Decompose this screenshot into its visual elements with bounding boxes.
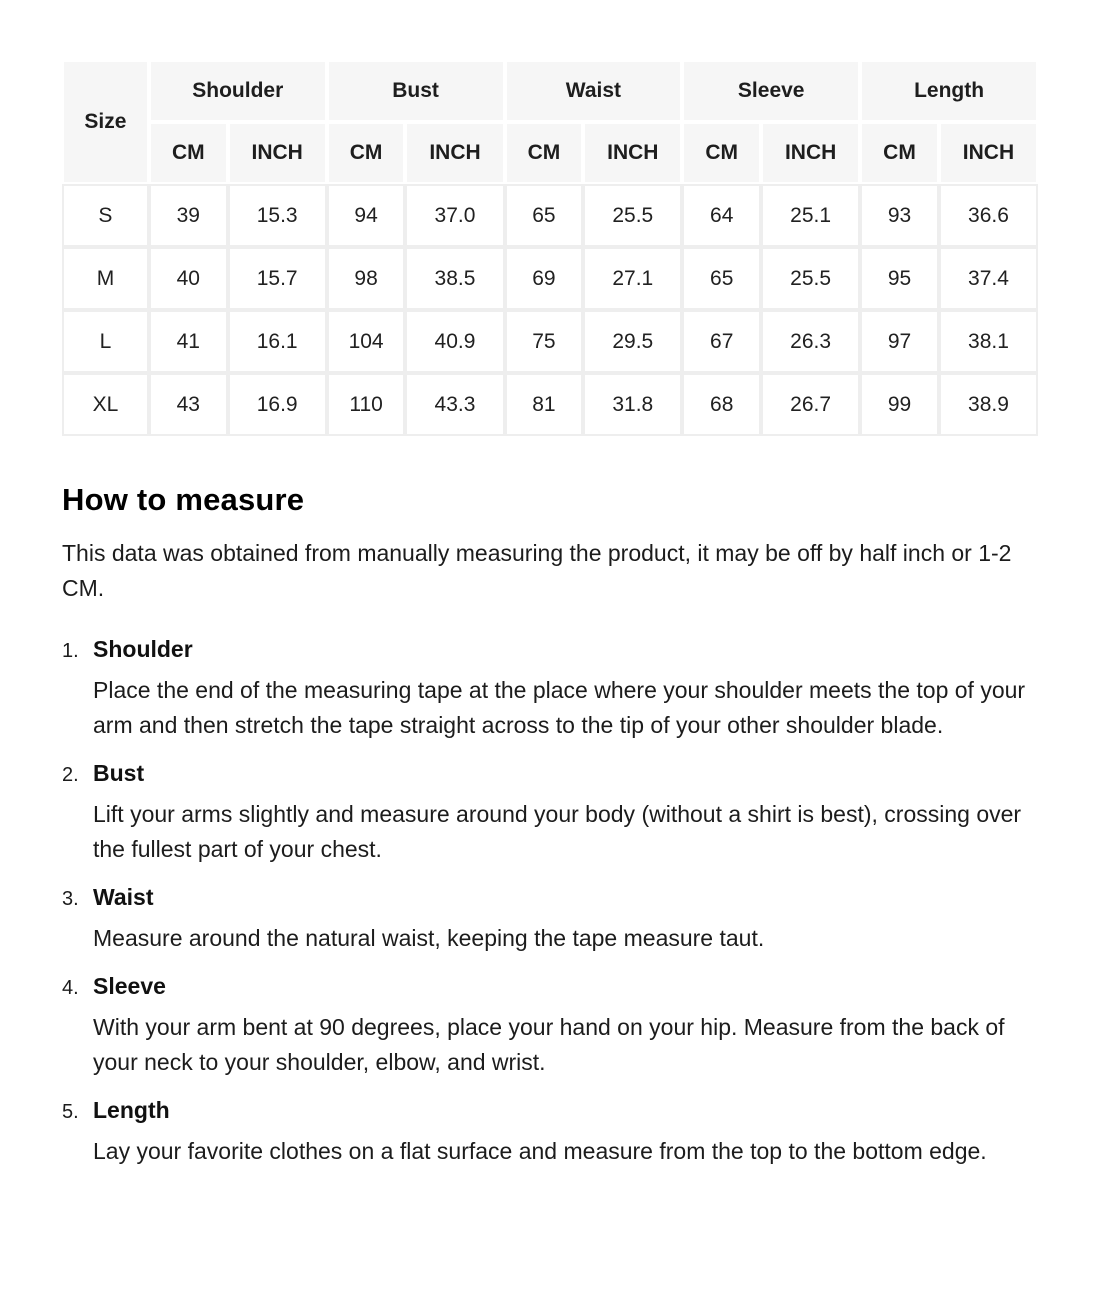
- measurement-cell: 26.7: [761, 373, 860, 436]
- step-term: Sleeve: [93, 973, 166, 999]
- table-row-xl: [62, 373, 1038, 436]
- measurement-cell: 37.0: [405, 184, 504, 247]
- size-cell: XL: [62, 373, 149, 436]
- list-item-length: [62, 1097, 1038, 1169]
- measurement-cell: 25.5: [583, 184, 682, 247]
- unit-header-row: [62, 122, 1038, 184]
- step-number: 3.: [62, 888, 79, 910]
- size-chart-table: [62, 60, 1038, 436]
- step-number: 2.: [62, 764, 79, 786]
- step-number: 4.: [62, 977, 79, 999]
- measurement-cell: 64: [682, 184, 761, 247]
- unit-header-inch: INCH: [405, 122, 504, 184]
- measurement-cell: 43.3: [405, 373, 504, 436]
- unit-header-cm: CM: [327, 122, 406, 184]
- measurement-cell: 16.9: [228, 373, 327, 436]
- col-header-waist: Waist: [505, 60, 683, 122]
- table-row-s: [62, 184, 1038, 247]
- measurement-cell: 81: [505, 373, 584, 436]
- measurement-cell: 41: [149, 310, 228, 373]
- measurement-cell: 39: [149, 184, 228, 247]
- measurement-cell: 31.8: [583, 373, 682, 436]
- measurement-cell: 38.9: [939, 373, 1038, 436]
- measurement-cell: 15.3: [228, 184, 327, 247]
- col-header-length: Length: [860, 60, 1038, 122]
- col-header-shoulder: Shoulder: [149, 60, 327, 122]
- measurement-cell: 43: [149, 373, 228, 436]
- measurement-cell: 99: [860, 373, 939, 436]
- measurement-cell: 29.5: [583, 310, 682, 373]
- col-header-bust: Bust: [327, 60, 505, 122]
- measurement-cell: 38.1: [939, 310, 1038, 373]
- measure-disclaimer-text: This data was obtained from manually measuring the product, it may be off by half inch or 1-2 CM.: [62, 540, 1012, 601]
- list-item-sleeve: [62, 973, 1038, 1080]
- measurement-cell: 26.3: [761, 310, 860, 373]
- step-term: Shoulder: [93, 636, 193, 662]
- unit-header-cm: CM: [505, 122, 584, 184]
- measurement-cell: 97: [860, 310, 939, 373]
- table-row-m: [62, 247, 1038, 310]
- step-term: Bust: [93, 760, 145, 786]
- how-to-measure-title: How to measure: [62, 482, 305, 517]
- table-row-l: [62, 310, 1038, 373]
- measurement-cell: 104: [327, 310, 406, 373]
- size-cell: L: [62, 310, 149, 373]
- measurement-cell: 93: [860, 184, 939, 247]
- step-number: 5.: [62, 1101, 79, 1123]
- measurement-cell: 40.9: [405, 310, 504, 373]
- unit-header-inch: INCH: [939, 122, 1038, 184]
- measure-steps-list: [62, 636, 1038, 1169]
- unit-header-cm: CM: [682, 122, 761, 184]
- unit-header-inch: INCH: [761, 122, 860, 184]
- measurement-cell: 38.5: [405, 247, 504, 310]
- list-item-bust: [62, 760, 1038, 867]
- measurement-cell: 36.6: [939, 184, 1038, 247]
- measurement-cell: 68: [682, 373, 761, 436]
- measurement-cell: 95: [860, 247, 939, 310]
- measurement-cell: 94: [327, 184, 406, 247]
- size-cell: M: [62, 247, 149, 310]
- measurement-cell: 16.1: [228, 310, 327, 373]
- unit-header-cm: CM: [860, 122, 939, 184]
- list-item-shoulder: [62, 636, 1038, 743]
- measurement-cell: 69: [505, 247, 584, 310]
- list-item-waist: [62, 884, 1038, 956]
- measurement-cell: 37.4: [939, 247, 1038, 310]
- unit-header-inch: INCH: [228, 122, 327, 184]
- measurement-cell: 25.5: [761, 247, 860, 310]
- measurement-cell: 40: [149, 247, 228, 310]
- measurement-cell: 65: [505, 184, 584, 247]
- step-description: Lay your favorite clothes on a flat surface and measure from the top to the bottom edge.: [93, 1138, 987, 1164]
- measurement-cell: 15.7: [228, 247, 327, 310]
- step-description: Lift your arms slightly and measure around your body (without a shirt is best), crossing over the fullest part of your chest.: [93, 801, 1022, 862]
- step-description: With your arm bent at 90 degrees, place your hand on your hip. Measure from the back of your neck to your shoulder, elbow, and wrist.: [93, 1014, 1005, 1075]
- step-description: Place the end of the measuring tape at the place where your shoulder meets the top of your arm and then stretch the tape straight across to the tip of your other shoulder blade.: [93, 677, 1026, 738]
- step-term: Length: [93, 1097, 170, 1123]
- step-number: 1.: [62, 640, 79, 662]
- measurement-cell: 27.1: [583, 247, 682, 310]
- col-header-sleeve: Sleeve: [682, 60, 860, 122]
- size-cell: S: [62, 184, 149, 247]
- measurement-cell: 98: [327, 247, 406, 310]
- measurement-cell: 65: [682, 247, 761, 310]
- col-header-size: Size: [62, 60, 149, 184]
- unit-header-cm: CM: [149, 122, 228, 184]
- step-description: Measure around the natural waist, keeping the tape measure taut.: [93, 925, 765, 951]
- measurement-cell: 75: [505, 310, 584, 373]
- measurement-cell: 25.1: [761, 184, 860, 247]
- group-header-row: [62, 60, 1038, 122]
- measurement-cell: 67: [682, 310, 761, 373]
- measurement-cell: 110: [327, 373, 406, 436]
- step-term: Waist: [93, 884, 154, 910]
- unit-header-inch: INCH: [583, 122, 682, 184]
